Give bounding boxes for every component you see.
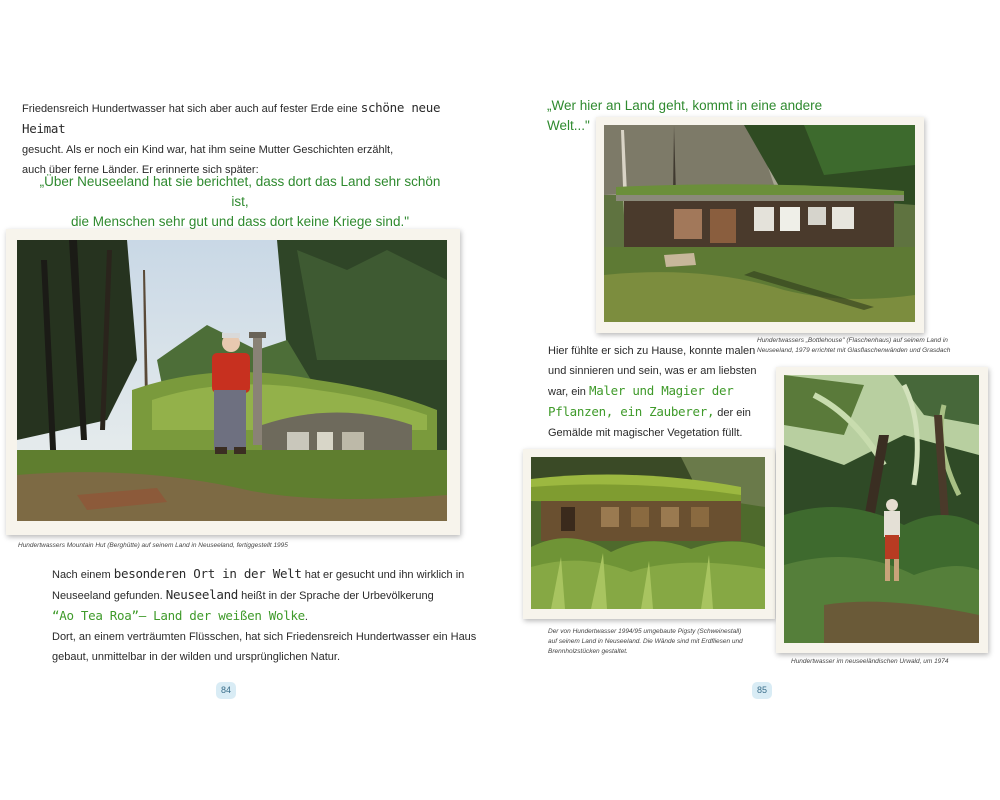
- right-body-line-2: und sinnieren und sein, was er am liebsten: [548, 365, 757, 377]
- body-text: heißt in der Sprache der Urbevölkerung: [238, 590, 434, 602]
- forest-image: [784, 375, 979, 643]
- body-line-2: [52, 585, 492, 606]
- right-body-line-5: Gemälde mit magischer Vegetation füllt.: [548, 427, 743, 439]
- intro-line-1: [22, 98, 482, 140]
- highlight-maler-und-magier: Maler und Magier der: [588, 383, 734, 398]
- caption-pigsty: [548, 627, 778, 657]
- caption-mountain-hut: Hundertwassers Mountain Hut (Berghütte) auf seinem Land in Neuseeland, fertiggestellt 1995: [18, 542, 288, 549]
- highlight-neuseeland: Neuseeland: [165, 587, 239, 602]
- quote-line-2: die Menschen sehr gut und dass dort keine Kriege sind.": [71, 214, 409, 229]
- body-text: Nach einem: [52, 569, 114, 581]
- bottlehouse-image: [604, 125, 915, 322]
- right-body-paragraph: [548, 341, 788, 443]
- highlight-schoene-neue-heimat: schöne neue Heimat: [22, 100, 441, 136]
- body-paragraph: [52, 564, 492, 667]
- caption-pigsty-line-1: Der von Hundertwasser 1994/95 umgebaute Pigsty (Schweinestall): [548, 628, 742, 635]
- right-body-line-4: [548, 402, 788, 423]
- photo-forest: [776, 367, 988, 653]
- heading-quote: „Wer hier an Land geht, kommt in eine andere Welt...": [547, 98, 823, 133]
- right-page: [500, 0, 1000, 800]
- body-text: Neuseeland gefunden.: [52, 590, 166, 602]
- caption-bottlehouse: [757, 336, 997, 356]
- highlight-pflanzen-zauberer: Pflanzen, ein Zauberer,: [548, 404, 715, 419]
- highlight-ao-tea-roa: “Ao Tea Roa”– Land der weißen Wolke: [52, 608, 305, 623]
- intro-paragraph: [22, 98, 482, 180]
- body-line-4: Dort, an einem verträumten Flüsschen, hat sich Friedensreich Hundertwasser ein Haus: [52, 631, 477, 643]
- photo-mountain-hut: [6, 229, 460, 535]
- photo-pigsty: [523, 449, 775, 619]
- caption-pigsty-line-2: auf seinem Land in Neuseeland. Die Wände sind mit Erdfliesen und: [548, 638, 743, 645]
- page-number-84: 84: [216, 682, 236, 699]
- intro-text: Friedensreich Hundertwasser hat sich aber auch auf fester Erde eine: [22, 103, 361, 115]
- pigsty-image: [531, 457, 765, 609]
- mountain-hut-image: [17, 240, 447, 521]
- body-line-5: gebaut, unmittelbar in der wilden und ursprünglichen Natur.: [52, 651, 341, 663]
- quote-line-1: „Über Neuseeland hat sie berichtet, dass dort das Land sehr schön ist,: [39, 174, 441, 209]
- photo-bottlehouse: [596, 117, 924, 333]
- right-body-line-3: [548, 381, 788, 402]
- caption-bottlehouse-line-2: Neuseeland, 1979 errichtet mit Glasflaschenwänden und Grasdach: [757, 347, 951, 354]
- intro-line-3: auch über ferne Länder. Er erinnerte sich später:: [22, 164, 259, 176]
- caption-forest: Hundertwasser im neuseeländischen Urwald, um 1974: [791, 658, 949, 665]
- intro-line-2: gesucht. Als er noch ein Kind war, hat ihm seine Mutter Geschichten erzählt,: [22, 144, 394, 156]
- body-text: hat er gesucht und ihn wirklich in: [301, 569, 465, 581]
- highlight-besonderen-ort: besonderen Ort in der Welt: [113, 566, 302, 581]
- body-text: der ein: [714, 407, 751, 419]
- caption-bottlehouse-line-1: Hundertwassers „Bottlehouse" (Flaschenhaus) auf seinem Land in: [757, 337, 948, 344]
- caption-pigsty-line-3: Brennholzstücken gestaltet.: [548, 648, 628, 655]
- page-number-85: 85: [752, 682, 772, 699]
- body-text: .: [304, 611, 308, 623]
- new-zealand-quote: [30, 172, 450, 232]
- body-line-1: [52, 564, 492, 585]
- body-text: war, ein: [548, 386, 589, 398]
- right-body-line-1: Hier fühlte er sich zu Hause, konnte malen: [548, 345, 756, 357]
- body-line-3: [52, 606, 492, 627]
